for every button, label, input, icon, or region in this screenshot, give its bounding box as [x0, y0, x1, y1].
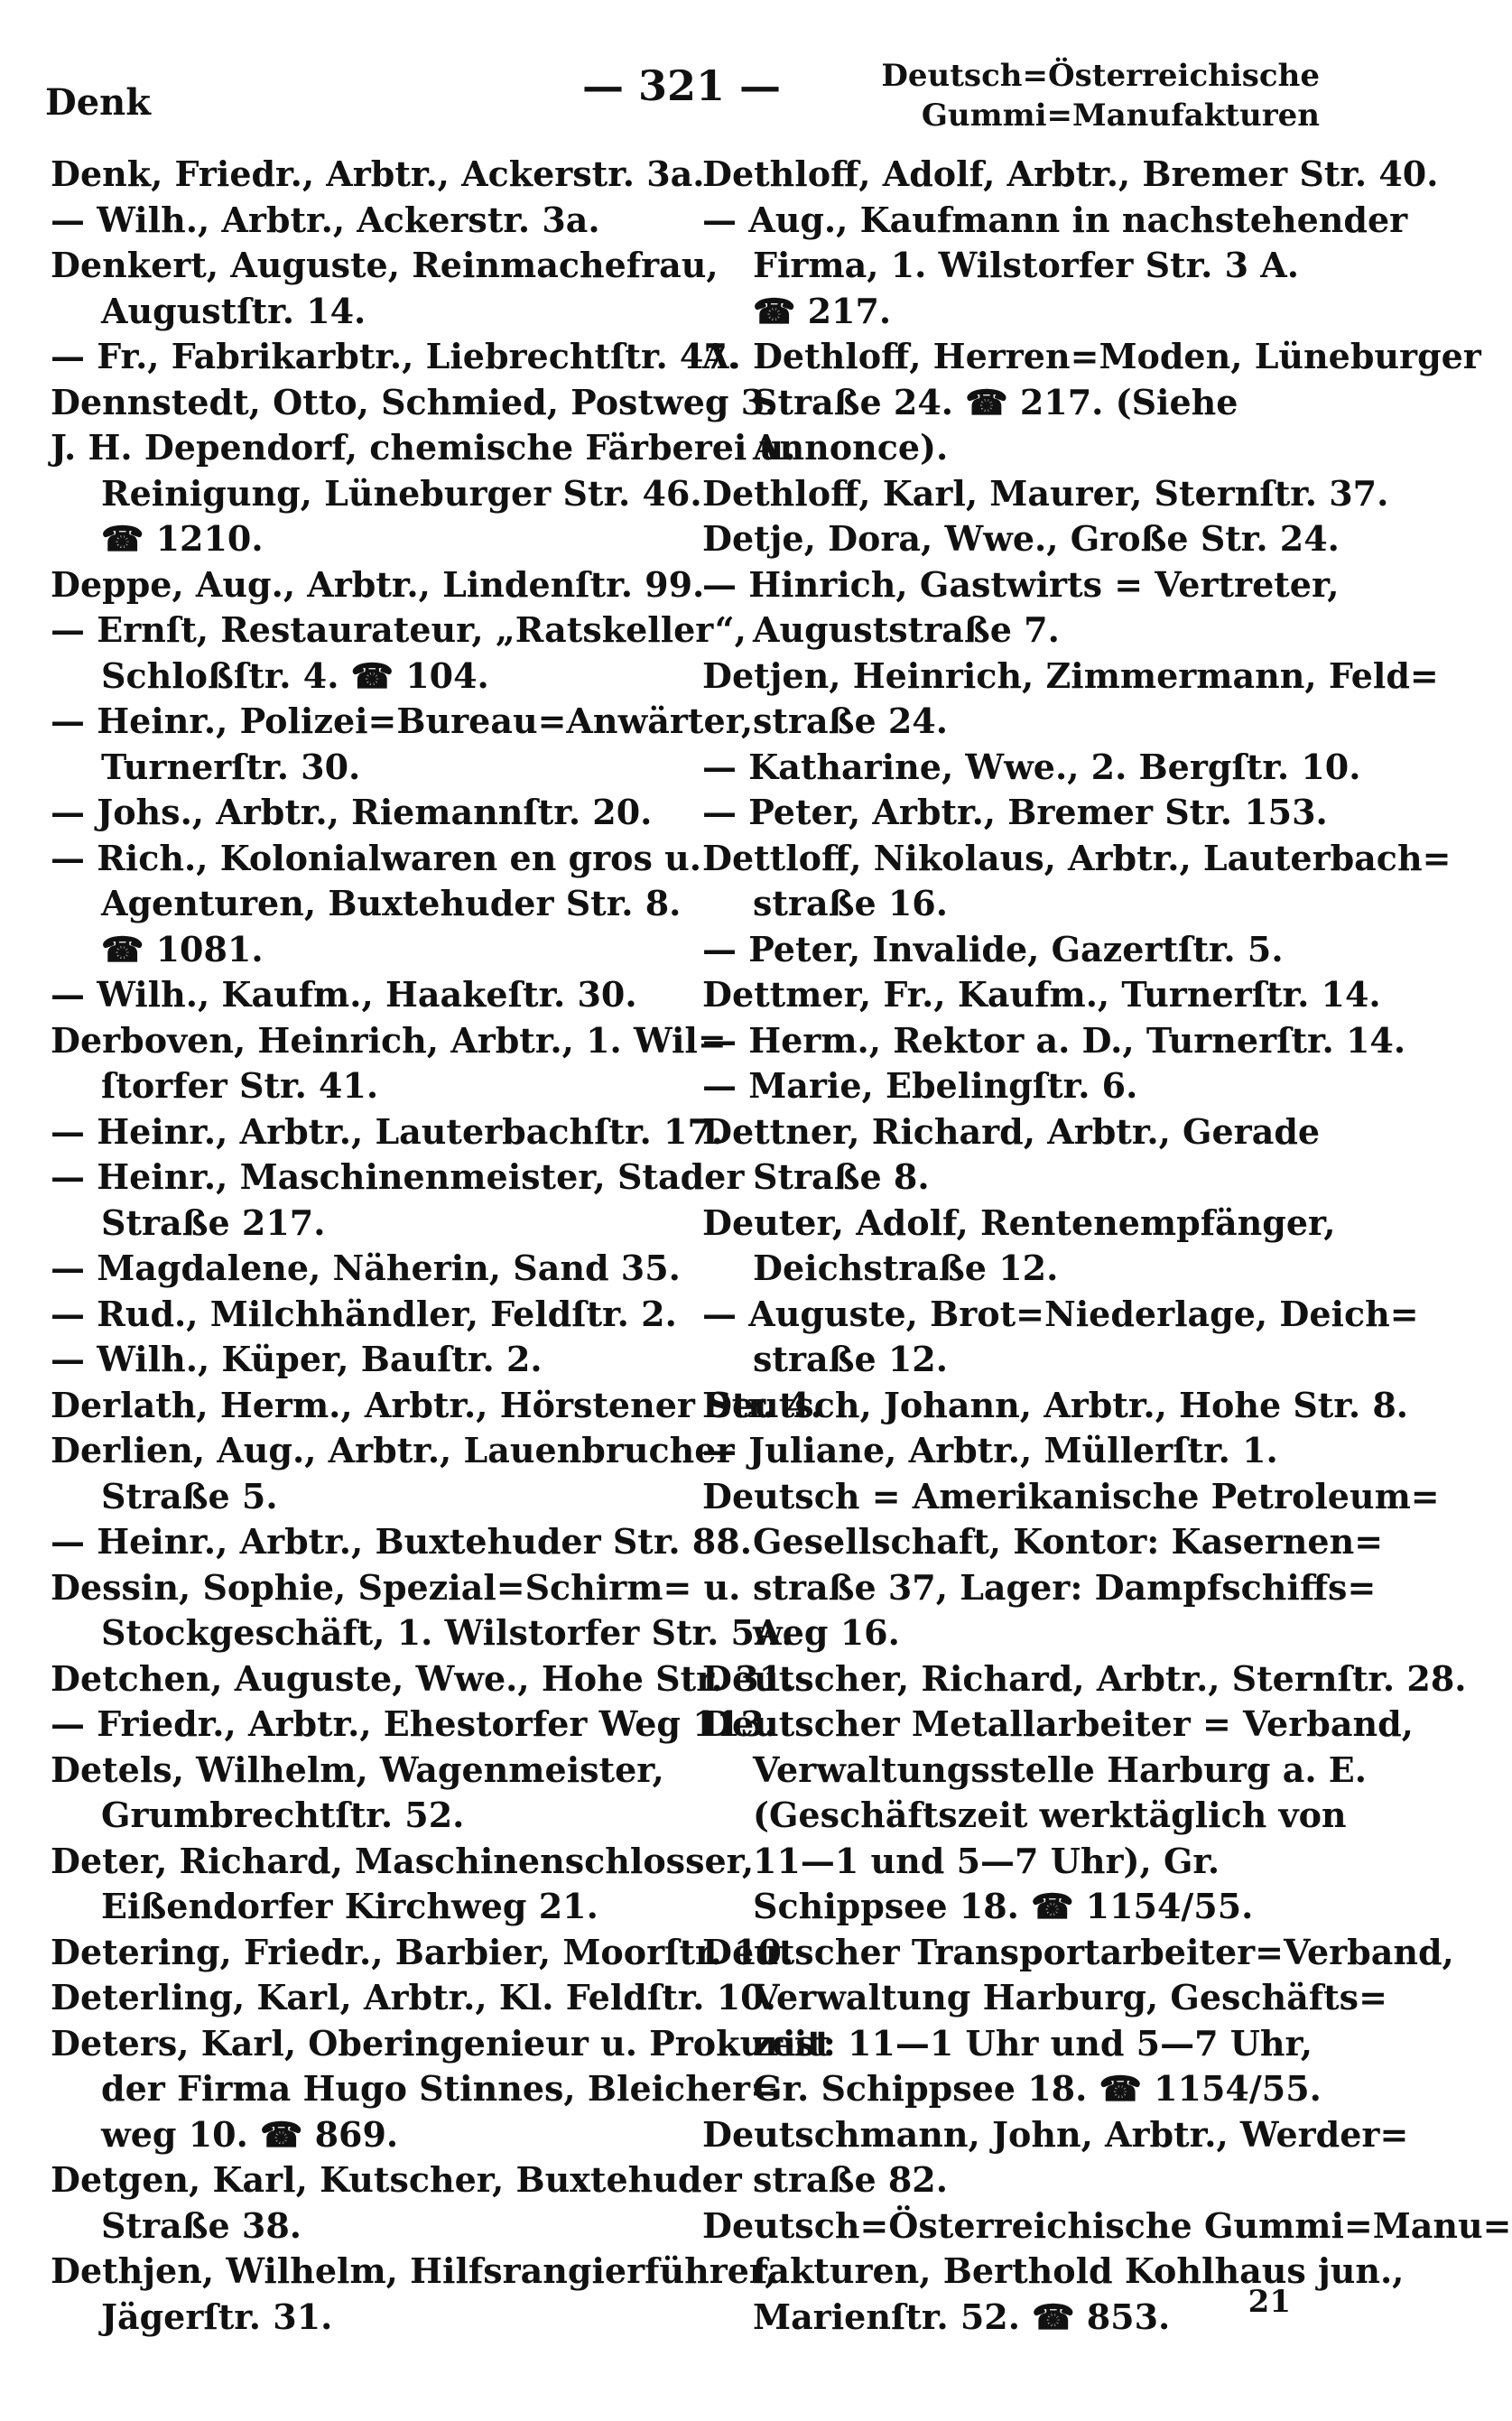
- directory-entry: [51, 836, 701, 973]
- entry-line: ſtorfer Str. 41.: [101, 1065, 379, 1106]
- directory-entry: [51, 334, 740, 380]
- entry-line: ☎ 1081.: [101, 928, 264, 969]
- entry-line: — Wilh., Arbtr., Ackerstr. 3a.: [51, 199, 600, 240]
- entry-line: Straße 5.: [101, 1475, 278, 1517]
- directory-entry: [702, 334, 1481, 471]
- entry-line: J. H. Dependorf, chemische Färberei u.: [51, 427, 796, 468]
- entry-line: Deutschmann, John, Arbtr., Werder=: [702, 2113, 1409, 2155]
- entry-line: Denk, Friedr., Arbtr., Ackerstr. 3a.: [51, 153, 705, 194]
- entry-line: Dettloff, Nikolaus, Arbtr., Lauterbach=: [702, 837, 1452, 878]
- entry-line: 11—1 und 5—7 Uhr), Gr.: [753, 1840, 1220, 1881]
- entry-line: Deterling, Karl, Arbtr., Kl. Feldſtr. 10.: [51, 1977, 776, 2018]
- directory-entry: [702, 1383, 1409, 1429]
- directory-entry: [51, 1428, 735, 1519]
- directory-entry: [702, 972, 1381, 1018]
- entry-line: Verwaltung Harburg, Geschäfts=: [753, 1977, 1387, 2018]
- entry-line: — Heinr., Polizei=Bureau=Anwärter,: [51, 700, 754, 741]
- entry-line: — Wilh., Kaufm., Haakeſtr. 30.: [51, 974, 637, 1015]
- directory-entry: [51, 1930, 794, 1976]
- entry-line: — Katharine, Wwe., 2. Bergſtr. 10.: [702, 746, 1361, 787]
- directory-entry: [702, 1109, 1325, 1201]
- entry-line: Deutscher Metallarbeiter = Verband,: [702, 1703, 1414, 1744]
- directory-entry: [702, 1474, 1440, 1656]
- entry-line: Dennstedt, Otto, Schmied, Postweg 3.: [51, 381, 777, 422]
- directory-entry: [702, 654, 1439, 745]
- entry-line: Deichstraße 12.: [753, 1248, 1059, 1288]
- entry-line: Gesellschaft, Kontor: Kasernen=: [753, 1521, 1384, 1562]
- entry-line: Deutscher, Richard, Arbtr., Sternſtr. 28.: [702, 1657, 1467, 1699]
- directory-entry: [51, 608, 747, 699]
- entry-line: Agenturen, Buxtehuder Str. 8.: [101, 883, 682, 923]
- entry-line: — Peter, Invalide, Gazertſtr. 5.: [702, 928, 1284, 969]
- directory-entry: [51, 1839, 755, 1930]
- directory-entry: [51, 425, 796, 562]
- entry-line: — Auguste, Brot=Niederlage, Deich=: [702, 1293, 1419, 1334]
- directory-entry: [51, 1018, 727, 1109]
- entry-line: — Magdalene, Näherin, Sand 35.: [51, 1248, 681, 1288]
- entry-line: — Rich., Kolonialwaren en gros u.: [51, 837, 701, 878]
- entry-line: — Wilh., Küper, Bauſtr. 2.: [51, 1339, 543, 1379]
- directory-entry: [51, 972, 687, 1018]
- entry-line: Auguststraße 7.: [753, 609, 1060, 650]
- directory-entry: [702, 836, 1452, 927]
- entry-line: weg 16.: [753, 1612, 900, 1653]
- directory-entry: [702, 1292, 1419, 1383]
- entry-line: Deters, Karl, Oberingenieur u. Prokurist: [51, 2022, 831, 2064]
- entry-line: Gr. Schippsee 18. ☎ 1154/55.: [753, 2068, 1322, 2109]
- directory-entry: [51, 699, 754, 790]
- entry-line: Detels, Wilhelm, Wagenmeister,: [51, 1748, 664, 1790]
- directory-entry: [51, 1337, 687, 1383]
- entry-line: Deppe, Aug., Arbtr., Lindenſtr. 99.: [51, 563, 705, 605]
- entry-line: Dessin, Sophie, Spezial=Schirm= u.: [51, 1566, 741, 1608]
- directory-entry: [702, 198, 1408, 335]
- entry-line: Verwaltungsstelle Harburg a. E.: [753, 1748, 1367, 1790]
- entry-line: Schloßſtr. 4. ☎ 104.: [101, 654, 489, 696]
- entry-line: — Juliane, Arbtr., Müllerſtr. 1.: [702, 1430, 1278, 1470]
- entry-line: Detchen, Auguste, Wwe., Hohe Str. 31.: [51, 1657, 795, 1699]
- running-head: Denk: [45, 81, 151, 124]
- directory-entry: [51, 380, 777, 426]
- directory-entry: [702, 745, 1361, 791]
- directory-entry: [51, 1519, 752, 1565]
- entry-line: — Fr., Fabrikarbtr., Liebrechtſtr. 47.: [51, 336, 740, 376]
- entry-line: Deuter, Adolf, Rentenempfänger,: [702, 1201, 1336, 1243]
- directory-entry: [702, 1201, 1336, 1292]
- directory-entry: [51, 562, 705, 608]
- entry-line: — Hinrich, Gastwirts = Vertreter,: [702, 563, 1340, 605]
- directory-entry: [51, 1702, 776, 1748]
- directory-entry: [51, 1109, 724, 1155]
- directory-entry: [51, 1246, 687, 1292]
- directory-entry: [702, 516, 1340, 562]
- directory-entry: [51, 1292, 687, 1338]
- directory-entry: [702, 1702, 1414, 1930]
- right-column: [702, 152, 1512, 2340]
- entry-line: Denkert, Auguste, Reinmachefrau,: [51, 245, 719, 285]
- right-running-head-line2: Gummi=Manufakturen: [921, 97, 1320, 134]
- directory-entry: [51, 243, 719, 334]
- entry-line: Detering, Friedr., Barbier, Moorſtr. 10.: [51, 1931, 794, 1972]
- entry-line: Deutsch = Amerikanische Petroleum=: [702, 1475, 1440, 1517]
- entry-line: Dettmer, Fr., Kaufm., Turnerſtr. 14.: [702, 974, 1381, 1015]
- entry-line: — Marie, Ebelingſtr. 6.: [702, 1065, 1138, 1106]
- entry-line: Reinigung, Lüneburger Str. 46.: [101, 472, 702, 514]
- directory-entry: [51, 2157, 742, 2249]
- directory-entry: [51, 1383, 822, 1429]
- entry-line: Deutsch, Johann, Arbtr., Hohe Str. 8.: [702, 1384, 1409, 1425]
- entry-line: straße 37, Lager: Dampfschiffs=: [753, 1566, 1377, 1608]
- entry-line: Straße 8.: [753, 1156, 930, 1197]
- entry-line: straße 82.: [753, 2159, 948, 2200]
- directory-entry: [702, 790, 1328, 836]
- directory-entry: [51, 790, 687, 836]
- directory-entry: [702, 927, 1325, 973]
- entry-line: Augustſtr. 14.: [101, 290, 366, 331]
- entry-line: Detgen, Karl, Kutscher, Buxtehuder: [51, 2159, 742, 2200]
- entry-line: ☎ 217.: [753, 290, 892, 331]
- entry-line: Detjen, Heinrich, Zimmermann, Feld=: [702, 654, 1439, 696]
- right-running-head: [881, 56, 1320, 135]
- entry-line: zeit: 11—1 Uhr und 5—7 Uhr,: [753, 2022, 1313, 2064]
- directory-entry: [702, 1018, 1406, 1064]
- page-number: — 321 —: [581, 61, 782, 110]
- entry-line: weg 10. ☎ 869.: [101, 2113, 399, 2155]
- directory-entry: [51, 1748, 687, 1839]
- entry-line: — Johs., Arbtr., Riemannſtr. 20.: [51, 792, 653, 832]
- directory-entry: [702, 1930, 1454, 2112]
- entry-line: — Heinr., Arbtr., Lauterbachſtr. 17.: [51, 1110, 724, 1152]
- directory-entry: [51, 152, 705, 198]
- entry-line: Dethloff, Karl, Maurer, Sternſtr. 37.: [702, 472, 1389, 514]
- entry-line: Grumbrechtſtr. 52.: [101, 1795, 465, 1835]
- directory-entry: [51, 2021, 831, 2158]
- entry-line: Eißendorfer Kirchweg 21.: [101, 1886, 598, 1926]
- directory-entry: [51, 1975, 776, 2021]
- entry-line: Stockgeschäft, 1. Wilstorfer Str. 5A.: [101, 1612, 793, 1653]
- entry-line: Straße 24. ☎ 217. (Siehe: [753, 381, 1238, 422]
- entry-line: Detje, Dora, Wwe., Große Str. 24.: [702, 518, 1340, 559]
- entry-line: A. Dethloff, Herren=Moden, Lüneburger: [702, 336, 1481, 376]
- entry-line: — Aug., Kaufmann in nachstehender: [702, 199, 1408, 240]
- entry-line: Derboven, Heinrich, Arbtr., 1. Wil=: [51, 1019, 727, 1061]
- entry-line: Straße 217.: [101, 1201, 326, 1243]
- entry-line: Derlath, Herm., Arbtr., Hörstener Str. 4.: [51, 1384, 822, 1425]
- entry-line: Firma, 1. Wilstorfer Str. 3 A.: [753, 245, 1299, 285]
- entry-line: Schippsee 18. ☎ 1154/55.: [753, 1886, 1254, 1926]
- entry-line: Marienſtr. 52. ☎ 853.: [753, 2296, 1171, 2337]
- right-running-head-line1: Deutsch=Österreichische: [881, 58, 1320, 94]
- entry-line: (Geschäftszeit werktäglich von: [753, 1795, 1347, 1835]
- entry-line: Straße 38.: [101, 2204, 302, 2246]
- entry-line: — Herm., Rektor a. D., Turnerſtr. 14.: [702, 1019, 1406, 1061]
- directory-entry: [702, 2203, 1512, 2341]
- entry-line: Deutsch=Österreichische Gummi=Manu=: [702, 2204, 1512, 2246]
- directory-entry: [51, 1656, 795, 1702]
- entry-line: — Peter, Arbtr., Bremer Str. 153.: [702, 792, 1328, 832]
- entry-line: — Heinr., Arbtr., Buxtehuder Str. 88.: [51, 1521, 752, 1562]
- directory-entry: [702, 1656, 1467, 1702]
- entry-line: Dethloff, Adolf, Arbtr., Bremer Str. 40.: [702, 153, 1439, 194]
- directory-entry: [702, 152, 1439, 198]
- directory-entry: [51, 1155, 745, 1246]
- entry-line: Dethjen, Wilhelm, Hilfsrangierführer,: [51, 2250, 777, 2291]
- entry-line: Deter, Richard, Maschinenschlosser,: [51, 1840, 755, 1881]
- entry-line: — Rud., Milchhändler, Feldſtr. 2.: [51, 1293, 677, 1334]
- entry-line: Turnerſtr. 30.: [101, 746, 361, 787]
- entry-line: — Ernſt, Restaurateur, „Ratskeller“,: [51, 609, 747, 650]
- entry-line: straße 12.: [753, 1339, 948, 1379]
- directory-entry: [702, 1063, 1325, 1109]
- entry-line: Jägerſtr. 31.: [101, 2296, 333, 2337]
- directory-entry: [51, 198, 687, 244]
- directory-entry: [702, 471, 1389, 517]
- entry-line: Derlien, Aug., Arbtr., Lauenbrucher: [51, 1430, 735, 1470]
- entry-line: Annonce).: [753, 427, 949, 468]
- entry-line: ☎ 1210.: [101, 518, 264, 559]
- signature-number: 21: [1248, 2284, 1291, 2320]
- directory-entry: [51, 1565, 793, 1656]
- entry-line: straße 24.: [753, 700, 948, 741]
- directory-entry: [702, 562, 1340, 654]
- entry-line: Deutscher Transportarbeiter=Verband,: [702, 1931, 1454, 1972]
- entry-line: Dettner, Richard, Arbtr., Gerade: [702, 1110, 1321, 1152]
- directory-entry: [702, 1428, 1325, 1474]
- directory-entry: [51, 2249, 777, 2340]
- entry-line: straße 16.: [753, 883, 948, 923]
- directory-entry: [702, 2112, 1409, 2203]
- entry-line: fakturen, Berthold Kohlhaus jun.,: [753, 2250, 1405, 2291]
- entry-line: der Firma Hugo Stinnes, Bleicher=: [101, 2068, 779, 2109]
- entry-line: — Friedr., Arbtr., Ehestorfer Weg 113.: [51, 1703, 776, 1744]
- entry-line: — Heinr., Maschinenmeister, Stader: [51, 1156, 745, 1197]
